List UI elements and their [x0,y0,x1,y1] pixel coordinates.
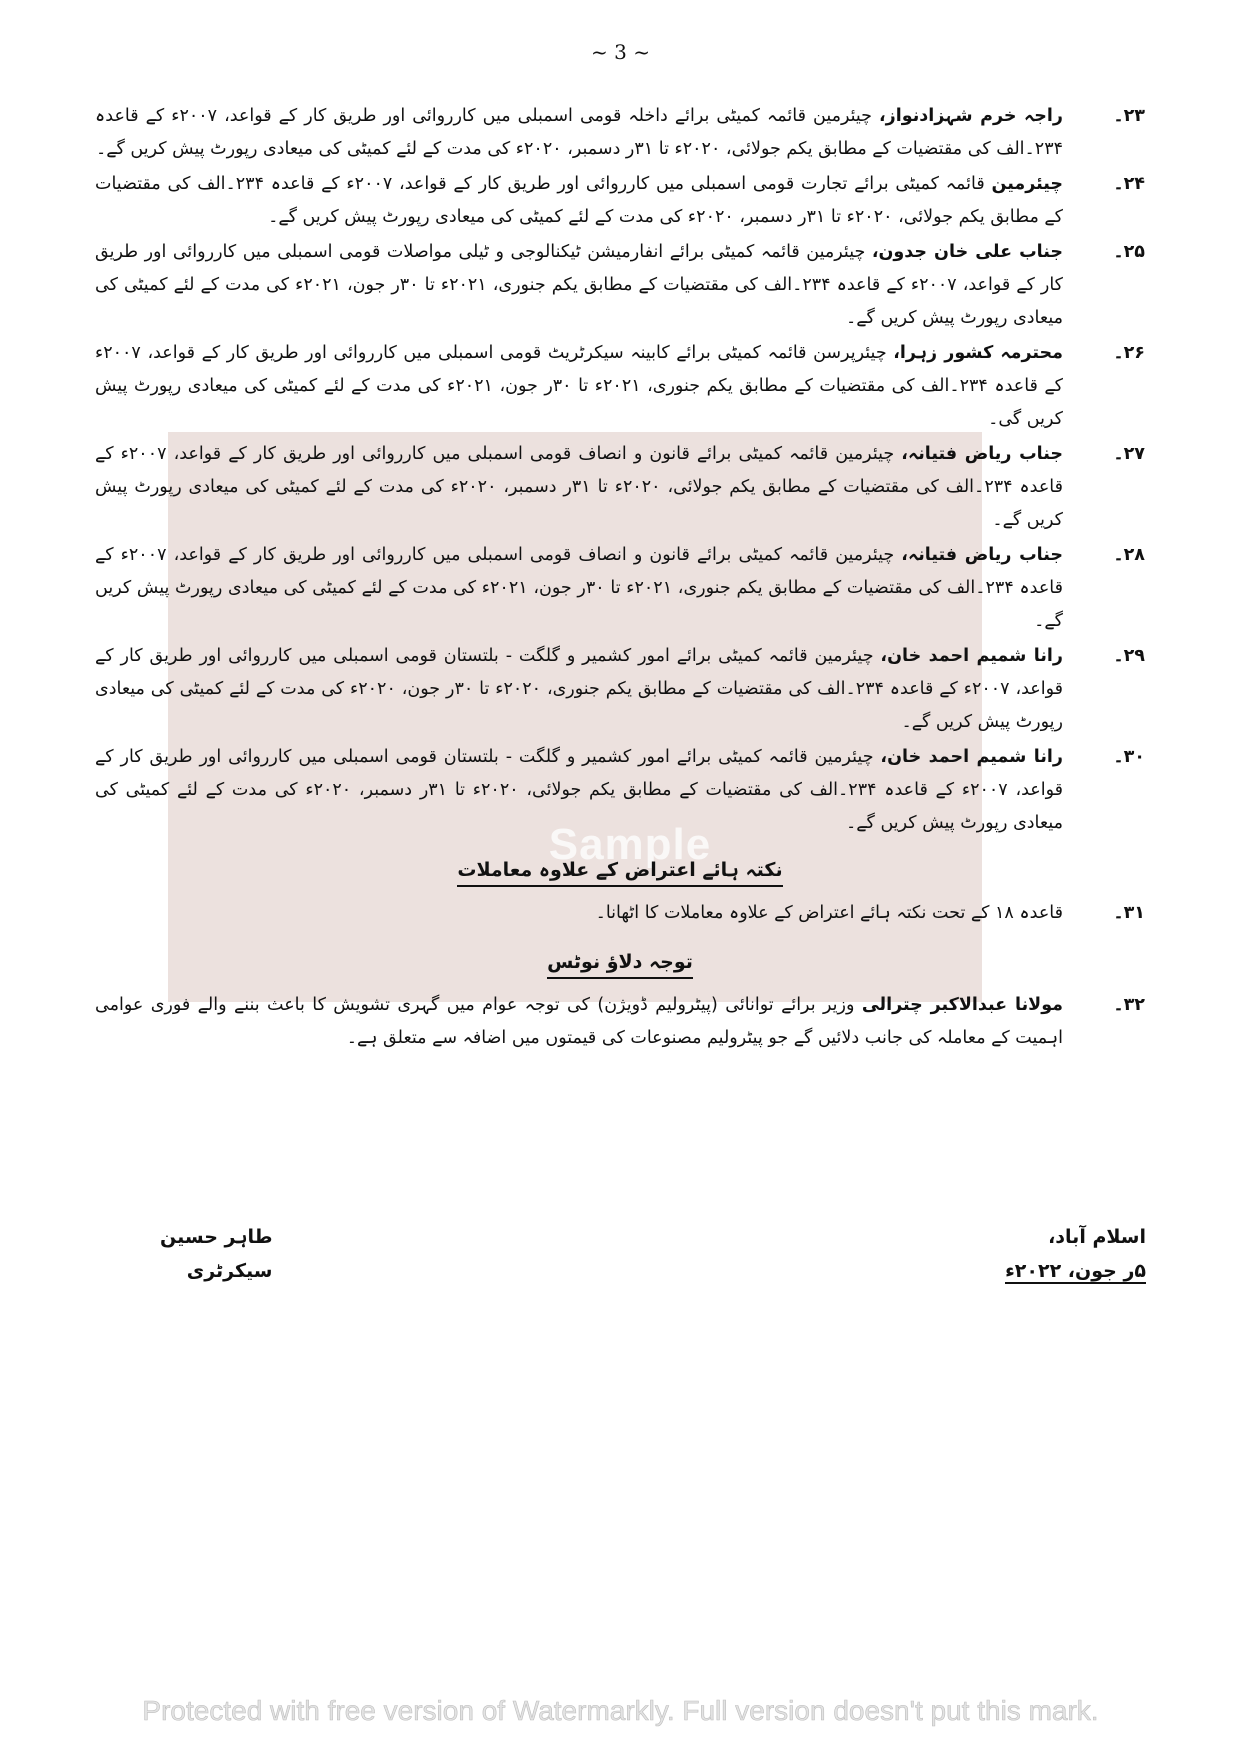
item-number: ۲۴۔ [1113,174,1145,194]
item-text: چیئرپرسن قائمہ کمیٹی برائے کابینہ سیکرٹریٹ قومی اسمبلی میں کارروائی اور طریق کار کے قواعد، ۲۰۰۷ء کے قاعدہ ۲۳۴۔الف کی مقتضیات کے مطابق یکم جنوری، ۲۰۲۱ء تا ۳۰ر جون، ۲۰۲۱ء کی مدت کے لئے کمیٹی کی میعادی رپورٹ پیش کریں گی۔ [95,343,1063,429]
member-name: جناب علی خان جدون، [871,242,1063,262]
item-text: قائمہ کمیٹی برائے تجارت قومی اسمبلی میں کارروائی اور طریق کار کے قواعد، ۲۰۰۷ء کے قاعدہ ۲۳۴۔الف کی مقتضیات کے مطابق یکم جولائی، ۲۰۲۰ء تا ۳۱ر دسمبر، ۲۰۲۰ء کی مدت کے لئے کمیٹی کی میعادی رپورٹ پیش کریں گے۔ [95,174,1063,227]
item-number: ۲۳۔ [1113,106,1145,126]
item-number: ۲۷۔ [1113,444,1145,464]
place-date-block [1005,1220,1146,1288]
item-text: چیئرمین قائمہ کمیٹی برائے قانون و انصاف قومی اسمبلی میں کارروائی اور طریق کار کے قواعد، ۲۰۰۷ء کے قاعدہ ۲۳۴۔الف کی مقتضیات کے مطابق یکم جنوری، ۲۰۲۱ء تا ۳۰ر جون، ۲۰۲۱ء کی مدت کے لئے کمیٹی کی میعادی رپورٹ پیش کریں گے۔ [95,545,1063,631]
signatory-block [160,1220,272,1288]
agenda-item-23 [95,100,1145,166]
item-number: ۲۹۔ [1113,646,1145,666]
item-number: ۳۱۔ [1113,903,1145,923]
member-name: راجہ خرم شہزادنواز، [879,106,1063,126]
member-name: محترمہ کشور زہرا، [893,343,1063,363]
section-heading-points-of-order: نکتہ ہائے اعتراض کے علاوہ معاملات [95,854,1145,887]
agenda-item-31 [95,897,1145,930]
agenda-item-29 [95,640,1145,739]
member-name: رانا شمیم احمد خان، [880,646,1063,666]
member-name: رانا شمیم احمد خان، [880,747,1063,767]
item-number: ۳۲۔ [1113,995,1145,1015]
item-text: چیئرمین قائمہ کمیٹی برائے انفارمیشن ٹیکنالوجی و ٹیلی مواصلات قومی اسمبلی میں کارروائی اور طریق کار کے قواعد، ۲۰۰۷ء کے قاعدہ ۲۳۴۔الف کی مقتضیات کے مطابق یکم جنوری، ۲۰۲۱ء تا ۳۰ر جون، ۲۰۲۱ء کی مدت کے لئے کمیٹی کی میعادی رپورٹ پیش کریں گے۔ [95,242,1064,328]
item-text: چیئرمین قائمہ کمیٹی برائے داخلہ قومی اسمبلی میں کارروائی اور طریق کار کے قواعد، ۲۰۰۷ء کے قاعدہ ۲۳۴۔الف کی مقتضیات کے مطابق یکم جولائی، ۲۰۲۰ء تا ۳۱ر دسمبر، ۲۰۲۰ء کی مدت کے لئے کمیٹی کی میعادی رپورٹ پیش کریں گے۔ [95,106,1063,159]
item-text: قاعدہ ۱۸ کے تحت نکتہ ہائے اعتراض کے علاوہ معاملات کا اٹھانا۔ [595,903,1063,923]
footer-watermark: Protected with free version of Watermarkly. Full version doesn't put this mark. [142,1695,1099,1726]
signature-place: اسلام آباد، [1048,1226,1146,1248]
agenda-item-27 [95,438,1145,537]
item-number: ۲۵۔ [1113,242,1145,262]
watermark-sample-text: Sample [548,820,712,869]
signatory-name: طاہر حسین [160,1226,273,1248]
item-number: ۲۸۔ [1113,545,1145,565]
item-text: وزیر برائے توانائی (پیٹرولیم ڈویژن) کی توجہ عوام میں گہری تشویش کا باعث بننے والے فوری عوامی اہمیت کے معاملہ کی جانب دلائیں گے جو پیٹرولیم مصنوعات کی قیمتوں میں اضافہ سے متعلق ہے۔ [95,995,1063,1048]
agenda-item-26 [95,337,1145,436]
member-name: جناب ریاض فتیانہ، [901,545,1063,565]
member-name: چیئرمین [991,174,1063,194]
agenda-item-32 [95,989,1145,1055]
item-text: چیئرمین قائمہ کمیٹی برائے امور کشمیر و گلگت - بلتستان قومی اسمبلی میں کارروائی اور طریق کار کے قواعد، ۲۰۰۷ء کے قاعدہ ۲۳۴۔الف کی مقتضیات کے مطابق یکم جنوری، ۲۰۲۰ء تا ۳۰ر جون، ۲۰۲۰ء کی مدت کے لئے کمیٹی کی میعادی رپورٹ پیش کریں گے۔ [95,646,1064,732]
signatory-title: سیکرٹری [186,1260,273,1282]
page-number: ~ 3 ~ [591,40,650,64]
item-text: چیئرمین قائمہ کمیٹی برائے امور کشمیر و گلگت - بلتستان قومی اسمبلی میں کارروائی اور طریق کار کے قواعد، ۲۰۰۷ء کے قاعدہ ۲۳۴۔الف کی مقتضیات کے مطابق یکم جولائی، ۲۰۲۰ء تا ۳۱ر دسمبر، ۲۰۲۰ء کی مدت کے لئے کمیٹی کی میعادی رپورٹ پیش کریں گے۔ [95,747,1064,833]
agenda-item-25 [95,236,1145,335]
agenda-item-24 [95,168,1145,234]
section-heading-calling-attention: توجہ دلاؤ نوٹس [95,946,1145,979]
item-number: ۳۰۔ [1113,747,1145,767]
item-text: چیئرمین قائمہ کمیٹی برائے قانون و انصاف قومی اسمبلی میں کارروائی اور طریق کار کے قواعد، ۲۰۰۷ء کے قاعدہ ۲۳۴۔الف کی مقتضیات کے مطابق یکم جولائی، ۲۰۲۰ء تا ۳۱ر دسمبر، ۲۰۲۰ء کی مدت کے لئے کمیٹی کی میعادی رپورٹ پیش کریں گے۔ [95,444,1063,530]
member-name: مولانا عبدالاکبر چترالی [861,995,1064,1015]
item-number: ۲۶۔ [1113,343,1145,363]
document-body [95,100,1145,1057]
agenda-item-28 [95,539,1145,638]
agenda-item-30 [95,741,1145,840]
signature-date: ۵ر جون، ۲۰۲۲ء [1005,1260,1146,1282]
member-name: جناب ریاض فتیانہ، [901,444,1063,464]
